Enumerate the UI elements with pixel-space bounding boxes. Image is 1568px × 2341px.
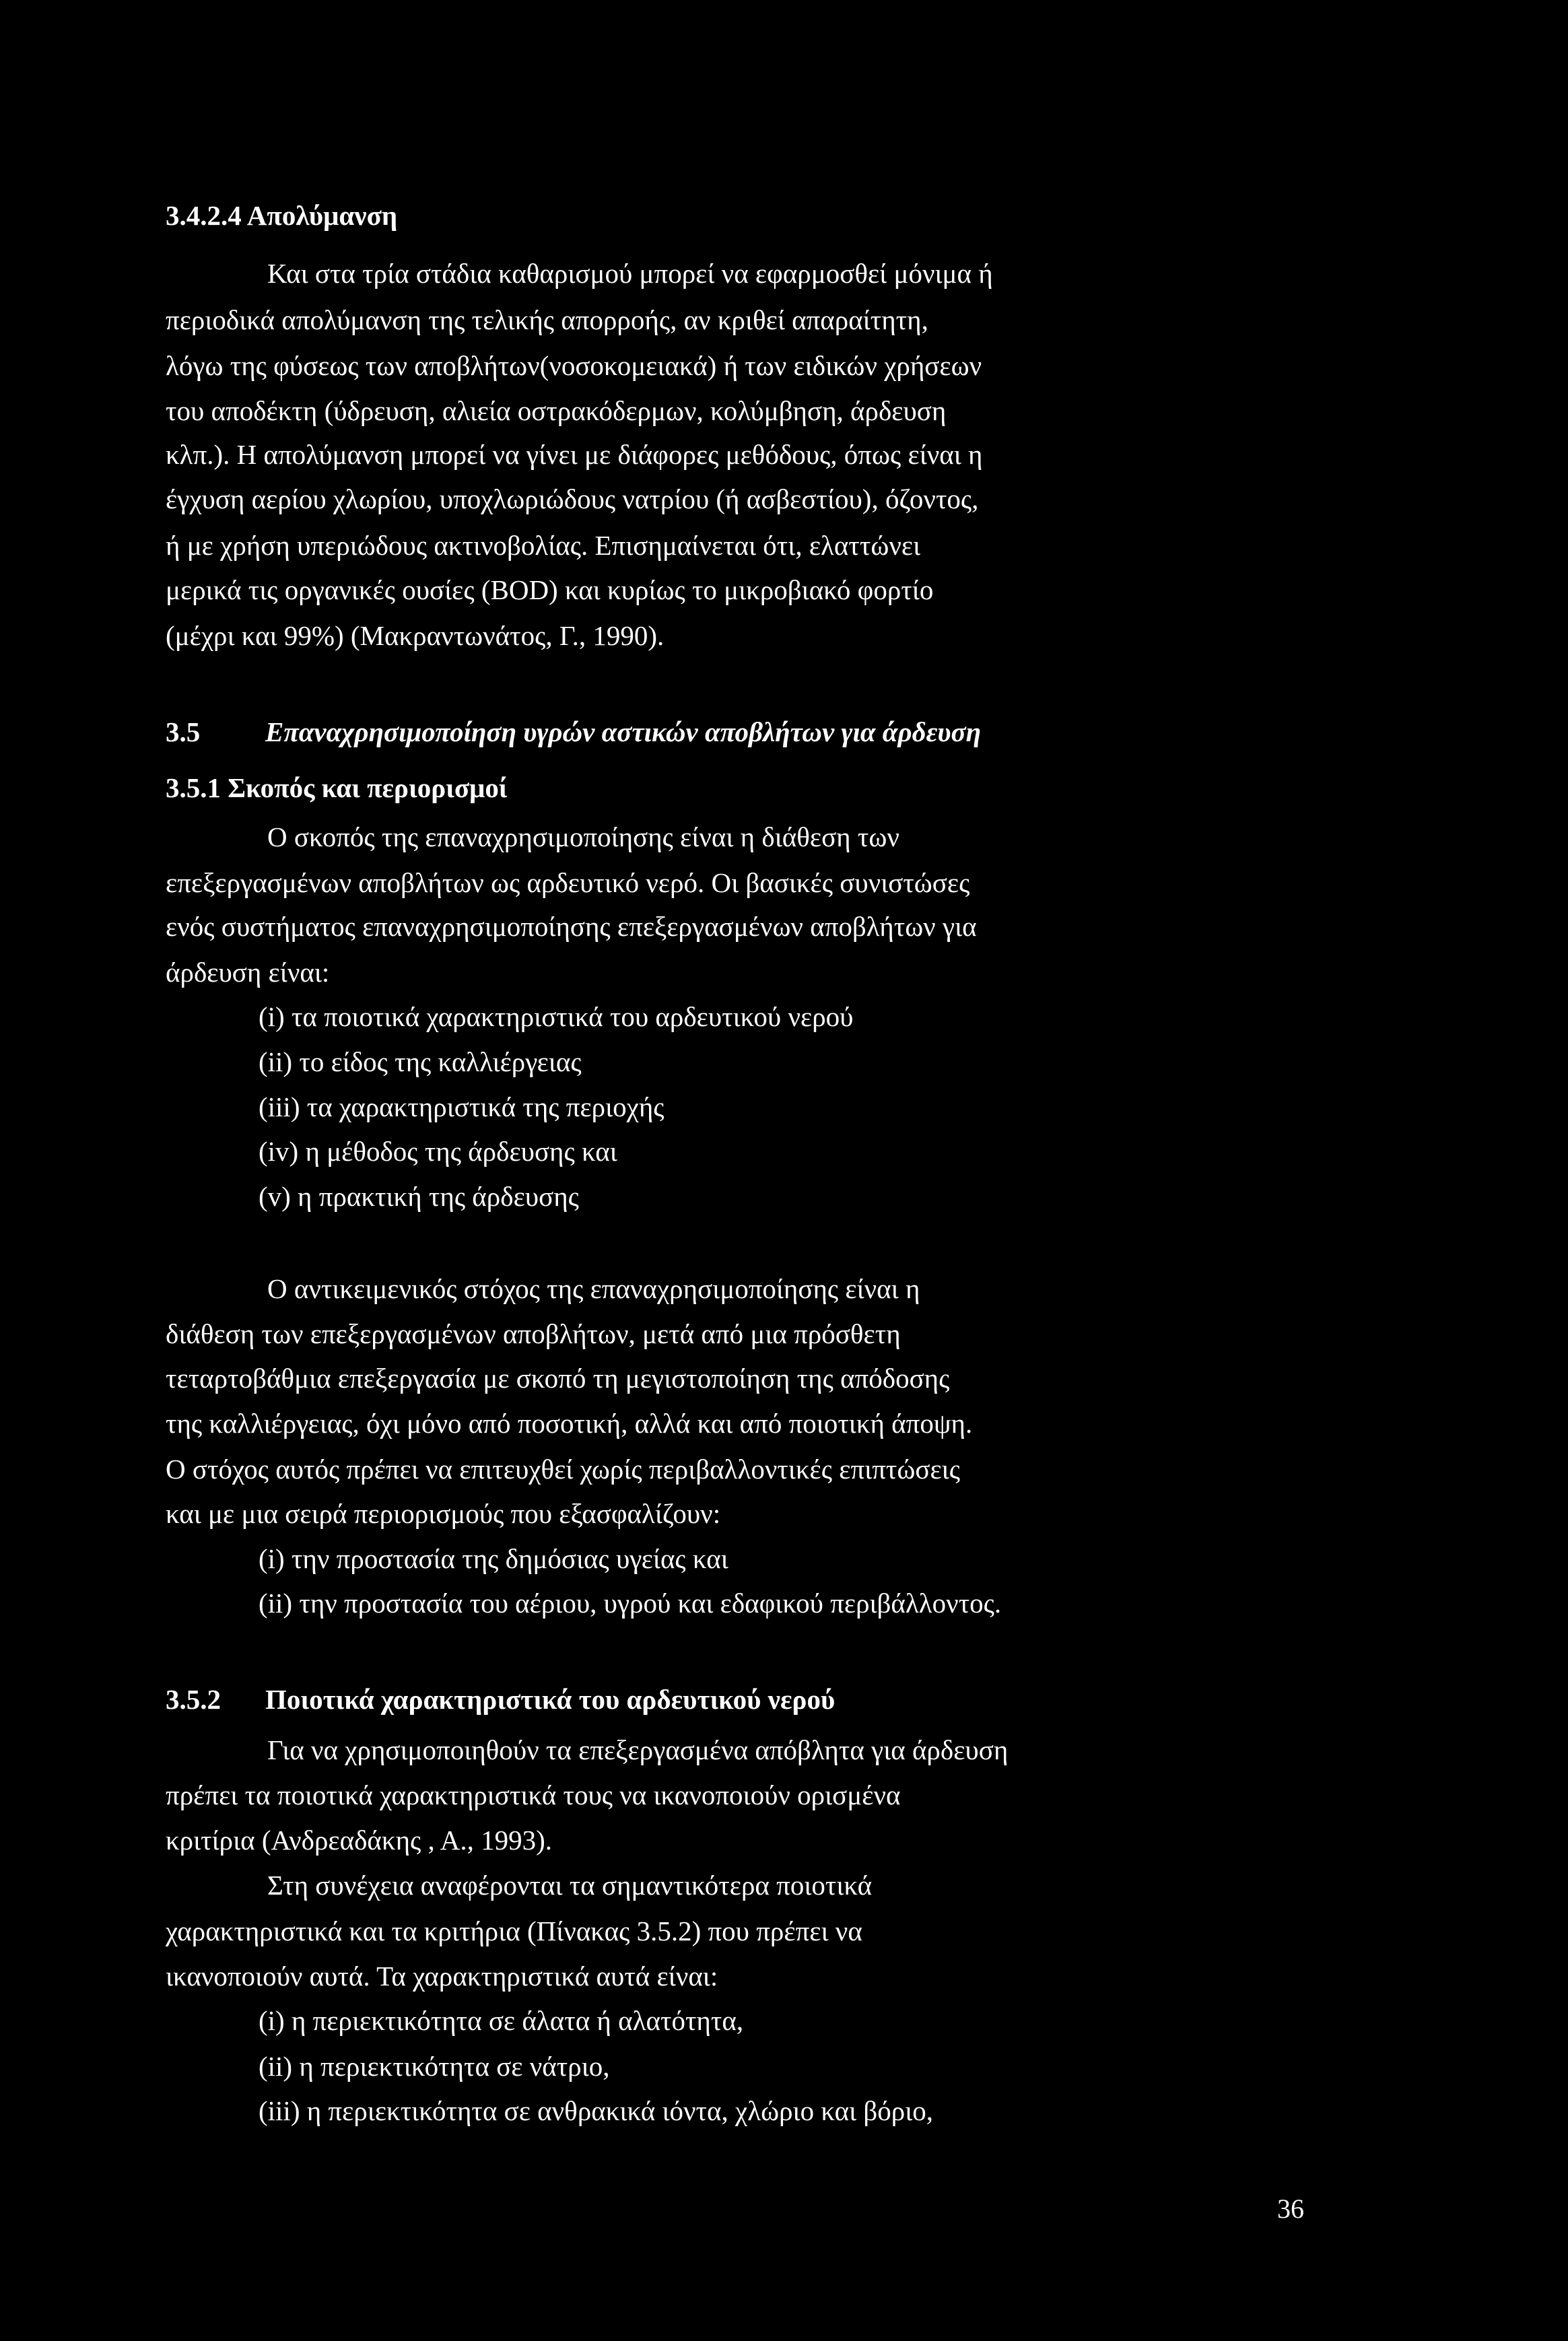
page-number: 36 (1277, 2194, 1304, 2224)
text-line: τεταρτοβάθμια επεξεργασία με σκοπό τη μεγιστοποίηση της απόδοσης (166, 1363, 950, 1394)
list-item: (iii) η περιεκτικότητα σε ανθρακικά ιόντα, χλώριο και βόριο, (259, 2095, 933, 2126)
text-line: επεξεργασμένων αποβλήτων ως αρδευτικό νερό. Οι βασικές συνιστώσες (166, 867, 970, 898)
text-line: της καλλιέργειας, όχι μόνο από ποσοτική, αλλά και από ποιοτική άποψη. (166, 1408, 973, 1439)
section-number: 3.4.2.4 (166, 200, 242, 231)
text-line: (μέχρι και 99%) (Μακραντωνάτος, Γ., 1990). (166, 620, 664, 651)
list-item: (i) την προστασία της δημόσιας υγείας και (259, 1543, 728, 1574)
list-item: (iii) τα χαρακτηριστικά της περιοχής (259, 1091, 664, 1122)
text-line: έγχυση αερίου χλωρίου, υποχλωριώδους νατρίου (ή ασβεστίου), όζοντος, (166, 483, 979, 514)
section-title: Επαναχρησιμοποίηση υγρών αστικών αποβλήτων για άρδευση (265, 716, 982, 747)
text-line: Στη συνέχεια αναφέρονται τα σημαντικότερα ποιοτικά (267, 1870, 873, 1901)
list-item: (v) η πρακτική της άρδευσης (259, 1181, 579, 1212)
text-line: και με μια σειρά περιορισμούς που εξασφαλίζουν: (166, 1498, 721, 1529)
text-line: Για να χρησιμοποιηθούν τα επεξεργασμένα απόβλητα για άρδευση (267, 1734, 1009, 1765)
text-line: μερικά τις οργανικές ουσίες (BOD) και κυρίως το μικροβιακό φορτίο (166, 574, 934, 605)
section-heading-3-5-1 (166, 772, 508, 804)
text-line: ή με χρήση υπεριώδους ακτινοβολίας. Επισημαίνεται ότι, ελαττώνει (166, 530, 921, 561)
section-heading-3-5 (166, 716, 981, 748)
text-line: περιοδικά απολύμανση της τελικής απορροής, αν κριθεί απαραίτητη, (166, 304, 928, 335)
section-number: 3.5.1 (166, 772, 221, 803)
list-item: (i) η περιεκτικότητα σε άλατα ή αλατότητα, (259, 2005, 744, 2036)
text-line: Ο στόχος αυτός πρέπει να επιτευχθεί χωρίς περιβαλλοντικές επιπτώσεις (166, 1454, 960, 1485)
section-number: 3.5 (166, 716, 201, 747)
list-item: (ii) την προστασία του αέριου, υγρού και εδαφικού περιβάλλοντος. (259, 1588, 1002, 1619)
text-line: κλπ.). Η απολύμανση μπορεί να γίνει με διάφορες μεθόδους, όπως είναι η (166, 439, 983, 470)
text-line: χαρακτηριστικά και τα κριτήρια (Πίνακας 3.5.2) που πρέπει να (166, 1915, 862, 1946)
text-line: άρδευση είναι: (166, 957, 330, 988)
text-line: του αποδέκτη (ύδρευση, αλιεία οστρακόδερμων, κολύμβηση, άρδευση (166, 395, 947, 426)
list-item: (ii) η περιεκτικότητα σε νάτριο, (259, 2051, 610, 2082)
text-line: Και στα τρία στάδια καθαρισμού μπορεί να εφαρμοσθεί μόνιμα ή (267, 258, 993, 289)
text-line: κριτίρια (Ανδρεαδάκης , Α., 1993). (166, 1825, 552, 1856)
text-line: πρέπει τα ποιοτικά χαρακτηριστικά τους να ικανοποιούν ορισμένα (166, 1779, 901, 1810)
text-line: Ο αντικειμενικός στόχος της επαναχρησιμοποίησης είναι η (267, 1273, 920, 1304)
text-line: Ο σκοπός της επαναχρησιμοποίησης είναι η διάθεση των (267, 821, 899, 852)
list-item: (iv) η μέθοδος της άρδευσης και (259, 1136, 617, 1167)
text-line: διάθεση των επεξεργασμένων αποβλήτων, μετά από μια πρόσθετη (166, 1318, 901, 1349)
section-heading-3-5-2 (166, 1683, 835, 1716)
list-item: (i) τα ποιοτικά χαρακτηριστικά του αρδευτικού νερού (259, 1001, 854, 1032)
section-title: Ποιοτικά χαρακτηριστικά του αρδευτικού νερού (265, 1684, 836, 1715)
section-heading-3-4-2-4 (166, 199, 397, 232)
text-line: ικανοποιούν αυτά. Τα χαρακτηριστικά αυτά είναι: (166, 1961, 718, 1992)
text-line: λόγω της φύσεως των αποβλήτων(νοσοκομειακά) ή των ειδικών χρήσεων (166, 350, 982, 381)
section-title: Σκοπός και περιορισμοί (228, 772, 508, 803)
section-title: Απολύμανση (246, 200, 398, 231)
list-item: (ii) το είδος της καλλιέργειας (259, 1046, 582, 1077)
section-number: 3.5.2 (166, 1684, 221, 1715)
text-line: ενός συστήματος επαναχρησιμοποίησης επεξεργασμένων αποβλήτων για (166, 911, 977, 942)
